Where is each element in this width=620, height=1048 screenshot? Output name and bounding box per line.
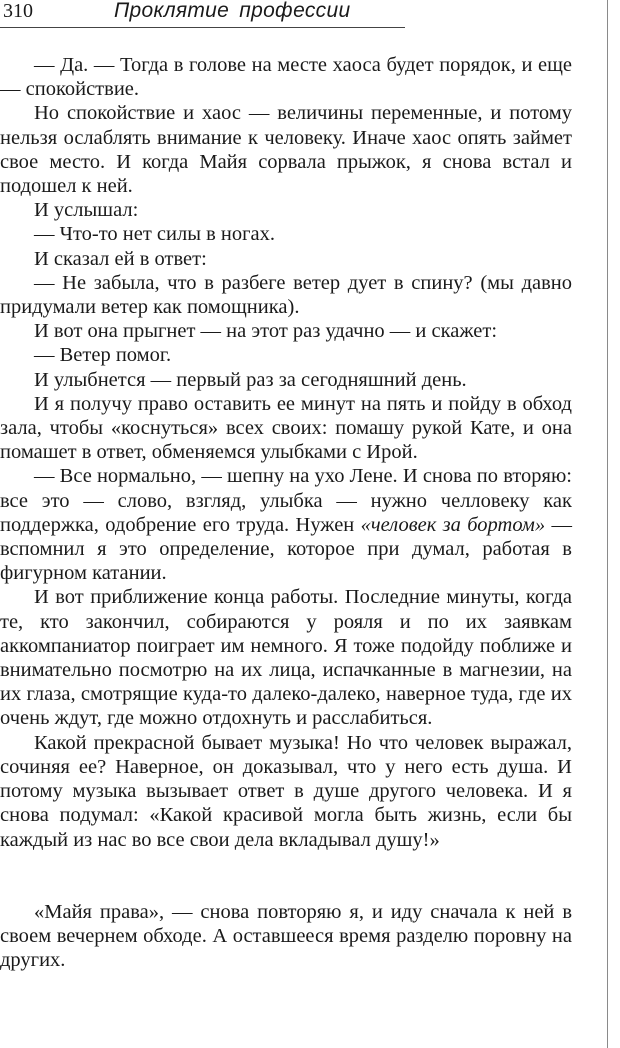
page-edge-line	[607, 0, 608, 1048]
paragraph-10: И я получу право оставить ее минут на пять и пойду в обход зала, чтобы «коснуться» всех своих: помашу рукой Кате, и она помашет в ответ, обменяемся улыбками с Ирой.	[0, 392, 572, 464]
paragraph-11-italic-phrase: «человек за бортом»	[360, 513, 546, 536]
page-header	[0, 0, 405, 28]
paragraph-11	[0, 464, 572, 585]
page-number: 310	[3, 0, 33, 22]
paragraph-11-text-start: — Все нормально, — шепну на ухо Лене. И снова по вторяю: все это — слово, взгляд, улыбка — нужно челловеку как поддержка, одобрение его труда. Нужен	[0, 465, 572, 536]
paragraph-13: Какой прекрасной бывает музыка! Но что человек выражал, сочиняя ее? Наверное, он доказывал, что у него есть душа. И потому музыка вызывает ответ в душе другого человека. И я снова подумал: «Какой красивой могла быть жизнь, если бы каждый из нас во все свои дела вкладывал душу!»	[0, 731, 572, 851]
paragraph-8: — Ветер помог.	[34, 344, 172, 367]
paragraph-3: И услышал:	[34, 199, 139, 222]
paragraph-1: — Да. — Тогда в голове на месте хаоса будет порядок, и еще — спокойствие.	[0, 54, 572, 101]
section-gap	[0, 852, 572, 900]
paragraph-4: — Что-то нет силы в ногах.	[34, 223, 276, 246]
paragraph-5: И сказал ей в ответ:	[34, 247, 207, 270]
paragraph-final: «Майя права», — снова повторяю я, и иду сначала к ней в своем вечернем обходе. А оставшееся время разделю поровну на других.	[0, 900, 572, 972]
body-text	[0, 53, 572, 972]
running-title: Проклятие профессии	[114, 0, 351, 22]
paragraph-6: — Не забыла, что в разбеге ветер дует в спину? (мы давно придумали ветер как помощника).	[0, 271, 572, 319]
paragraph-11-text-end: — вспомнил я это определение, которое при думал, работая в фигурном катании.	[0, 513, 572, 585]
paragraph-9: И улыбнется — первый раз за сегодняшний день.	[34, 368, 467, 391]
paragraph-7: И вот она прыгнет — на этот раз удачно — и скажет:	[34, 320, 498, 343]
paragraph-2: Но спокойствие и хаос — величины переменные, и потому нельзя ослаблять внимание к человеку. Иначе хаос опять займет свое место. И когда Майя сорвала прыжок, я снова встал и подошел к ней.	[0, 102, 572, 198]
paragraph-12: И вот приближение конца работы. Последние минуты, когда те, кто закончил, собираются у рояля и по их заявкам аккомпаниатор поиграет им немного. Я тоже подойду поближе и внимательно посмотрю на их лица, испачканные в магнезии, на их глаза, смотрящие куда-то далеко-далеко, наверное туда, где их очень ждут, где можно отдохнуть и расслабиться.	[0, 586, 572, 730]
